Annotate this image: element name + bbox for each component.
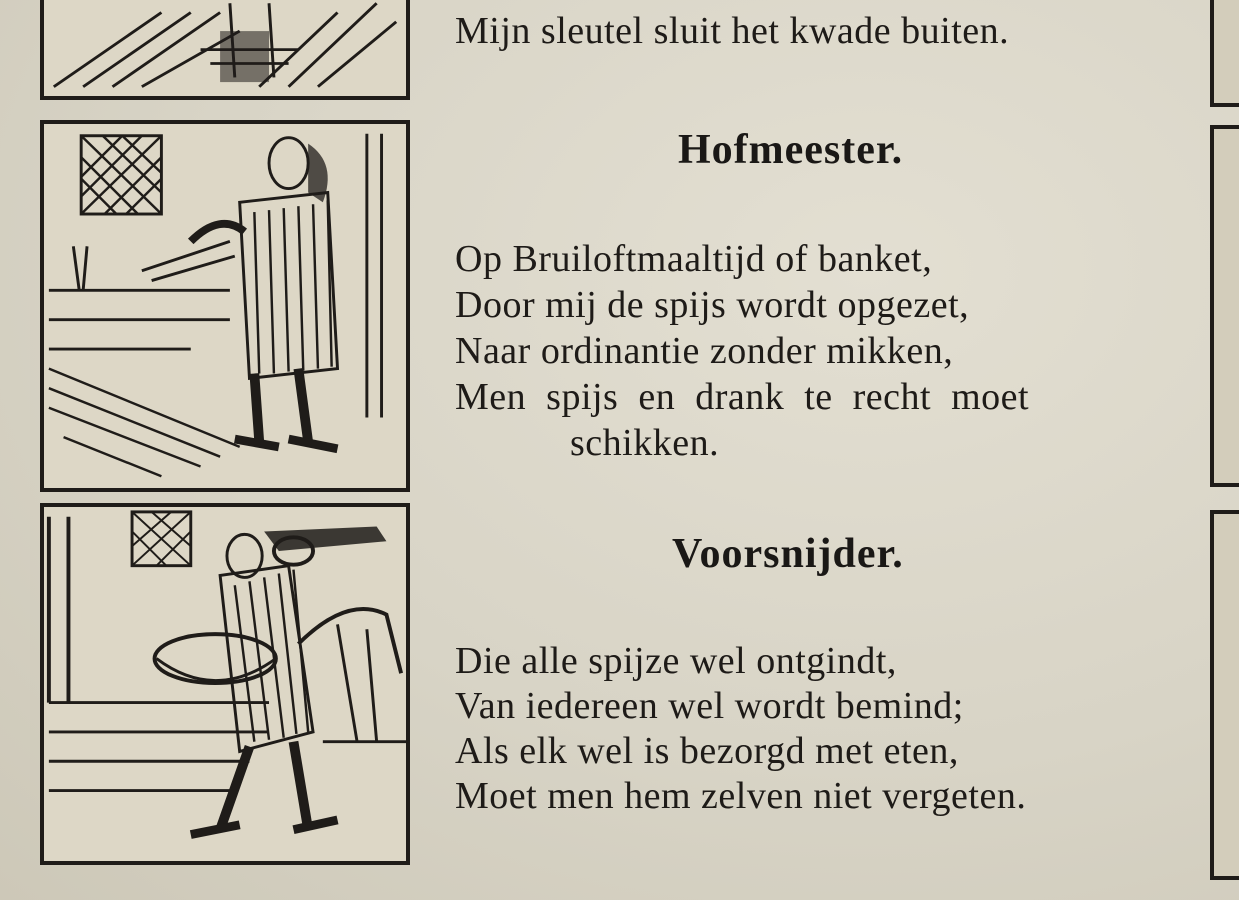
- woodcut-voorsnijder: [40, 503, 410, 865]
- poem-line: Op Bruiloftmaaltijd of banket,: [455, 238, 933, 280]
- woodcut-top-partial: [40, 0, 410, 100]
- poem-line: Die alle spijze wel ontgindt,: [455, 640, 897, 682]
- top-fragment-line: Mijn sleutel sluit het kwade buiten.: [455, 10, 1010, 52]
- woodcut-edge-middle: [1210, 125, 1239, 487]
- poem-line: Men spijs en drank te recht moet: [455, 376, 1030, 418]
- woodcut-edge-bottom: [1210, 510, 1239, 880]
- poem-line: Moet men hem zelven niet vergeten.: [455, 775, 1027, 817]
- poem-line: Door mij de spijs wordt opgezet,: [455, 284, 970, 326]
- woodcut-edge-top: [1210, 0, 1239, 107]
- poem-line: Naar ordinantie zonder mikken,: [455, 330, 954, 372]
- poem-line: Als elk wel is bezorgd met eten,: [455, 730, 959, 772]
- section-title-voorsnijder: Voorsnijder.: [672, 531, 904, 577]
- poem-line: Van iedereen wel wordt bemind;: [455, 685, 964, 727]
- poem-line: schikken.: [570, 422, 720, 464]
- woodcut-hofmeester: [40, 120, 410, 492]
- section-title-hofmeester: Hofmeester.: [678, 127, 904, 173]
